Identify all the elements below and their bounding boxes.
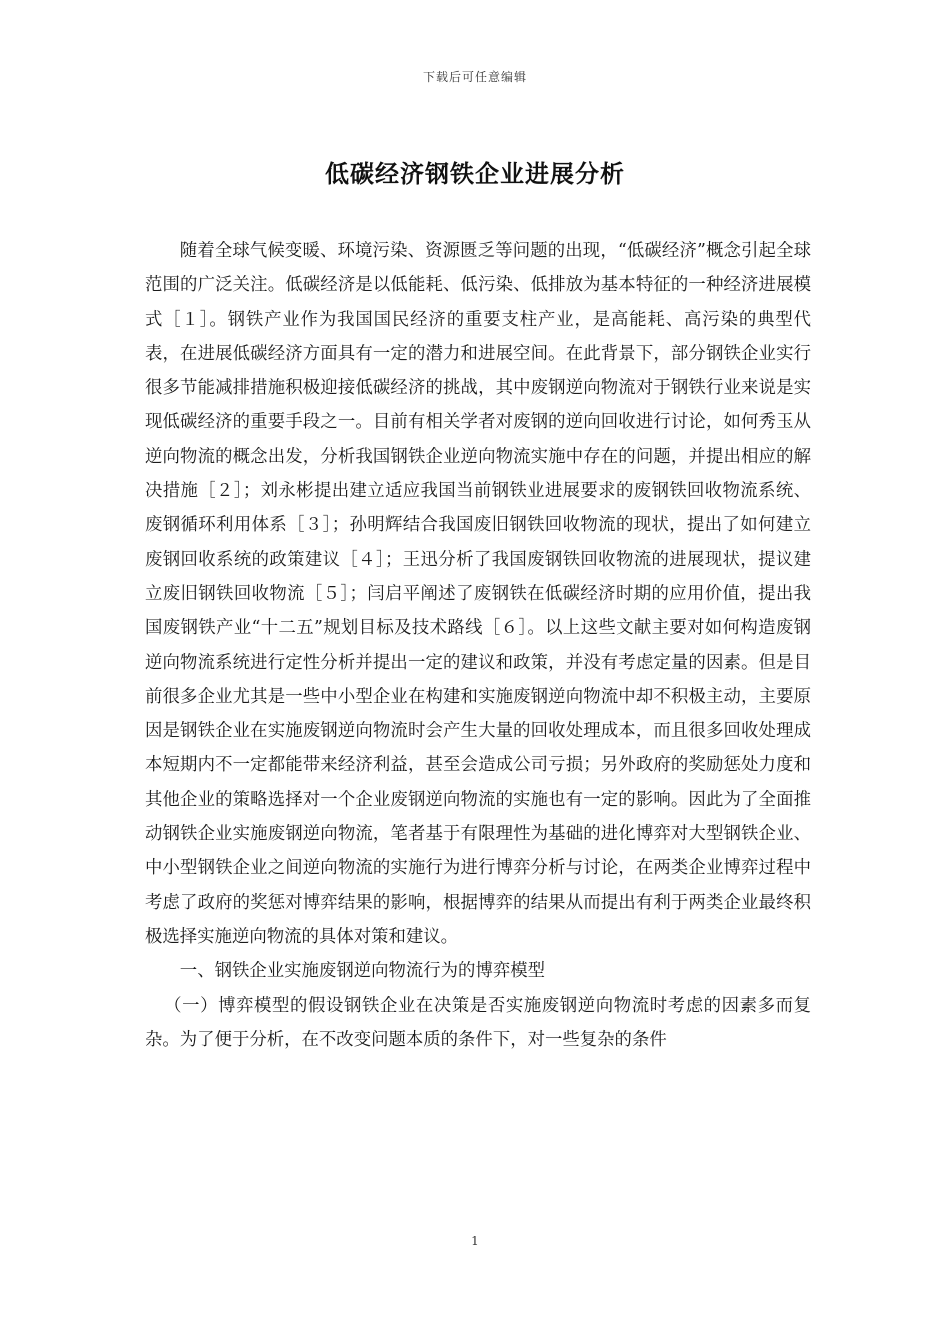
- document-body: [145, 234, 811, 1057]
- document-title: 低碳经济钢铁企业进展分析: [325, 160, 625, 188]
- intro-paragraph: 随着全球气候变暖、环境污染、资源匮乏等问题的出现，“低碳经济”概念引起全球范围的广泛关注。低碳经济是以低能耗、低污染、低排放为基本特征的一种经济进展模式［１］。钢铁产业作为我国国民经济的重要支柱产业，是高能耗、高污染的典型代表，在进展低碳经济方面具有一定的潜力和进展空间。在此背景下，部分钢铁企业实行很多节能减排措施积极迎接低碳经济的挑战，其中废钢逆向物流对于钢铁行业来说是实现低碳经济的重要手段之一。目前有相关学者对废钢的逆向回收进行讨论，如何秀玉从逆向物流的概念出发，分析我国钢铁企业逆向物流实施中存在的问题，并提出相应的解决措施［２］；刘永彬提出建立适应我国当前钢铁业进展要求的废钢铁回收物流系统、废钢循环利用体系［３］；孙明辉结合我国废旧钢铁回收物流的现状，提出了如何建立废钢回收系统的政策建议［４］；王迅分析了我国废钢铁回收物流的进展现状，提议建立废旧钢铁回收物流［５］；闫启平阐述了废钢铁在低碳经济时期的应用价值，提出我国废钢铁产业“十二五”规划目标及技术路线［６］。以上这些文献主要对如何构造废钢逆向物流系统进行定性分析并提出一定的建议和政策，并没有考虑定量的因素。但是目前很多企业尤其是一些中小型企业在构建和实施废钢逆向物流中却不积极主动，主要原因是钢铁企业在实施废钢逆向物流时会产生大量的回收处理成本，而且很多回收处理成本短期内不一定都能带来经济利益，甚至会造成公司亏损；另外政府的奖励惩处力度和其他企业的策略选择对一个企业废钢逆向物流的实施也有一定的影响。因此为了全面推动钢铁企业实施废钢逆向物流，笔者基于有限理性为基础的进化博弈对大型钢铁企业、中小型钢铁企业之间逆向物流的实施行为进行博弈分析与讨论，在两类企业博弈过程中考虑了政府的奖惩对博弈结果的影响，根据博弈的结果从而提出有利于两类企业最终积极选择实施逆向物流的具体对策和建议。: [145, 241, 811, 947]
- subsection-paragraph: （一）博弈模型的假设钢铁企业在决策是否实施废钢逆向物流时考虑的因素多而复杂。为了便于分析，在不改变问题本质的条件下，对一些复杂的条件: [145, 995, 811, 1050]
- page-number: 1: [471, 1234, 479, 1248]
- section-heading: 一、钢铁企业实施废钢逆向物流行为的博弈模型: [179, 961, 546, 982]
- header-note: 下载后可任意编辑: [422, 70, 527, 84]
